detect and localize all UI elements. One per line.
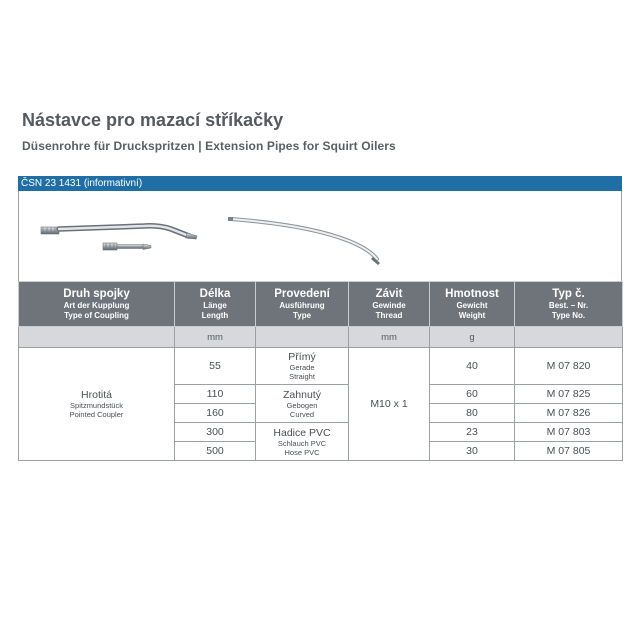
unit-length: mm <box>175 327 256 348</box>
curved-nozzle-image <box>41 226 197 239</box>
type-cell-hose: Hadice PVC Schlauch PVC Hose PVC <box>256 423 349 461</box>
table-row <box>19 348 623 385</box>
weight-cell: 80 <box>430 404 515 423</box>
page-subtitle: Düsenrohre für Druckspritzen | Extension Pipes for Squirt Oilers <box>22 139 396 153</box>
straight-nozzle-image <box>103 243 151 250</box>
unit-weight: g <box>430 327 515 348</box>
type-no-cell: M 07 805 <box>515 442 623 461</box>
standard-bar: ČSN 23 1431 (informativní) <box>18 176 622 191</box>
unit-thread: mm <box>349 327 430 348</box>
length-cell: 500 <box>175 442 256 461</box>
header-thread: Závit Gewinde Thread <box>349 282 430 327</box>
type-no-cell: M 07 825 <box>515 385 623 404</box>
weight-cell: 30 <box>430 442 515 461</box>
type-no-cell: M 07 826 <box>515 404 623 423</box>
header-type-no: Typ č. Best. – Nr. Type No. <box>515 282 623 327</box>
product-image-area <box>18 191 622 281</box>
spec-table <box>18 281 623 461</box>
weight-cell: 23 <box>430 423 515 442</box>
length-cell: 110 <box>175 385 256 404</box>
length-cell: 55 <box>175 348 256 385</box>
coupling-cell: Hrotitá Spitzmundstück Pointed Coupler <box>19 348 175 461</box>
units-row <box>19 327 623 348</box>
product-illustration <box>19 191 623 281</box>
length-cell: 300 <box>175 423 256 442</box>
thread-cell: M10 x 1 <box>349 348 430 461</box>
length-cell: 160 <box>175 404 256 423</box>
type-cell-curved: Zahnutý Gebogen Curved <box>256 385 349 423</box>
type-no-cell: M 07 820 <box>515 348 623 385</box>
type-cell-straight: Přímý Gerade Straight <box>256 348 349 385</box>
table-header-row <box>19 282 623 327</box>
weight-cell: 60 <box>430 385 515 404</box>
page-title: Nástavce pro mazací stříkačky <box>22 110 284 130</box>
header-coupling: Druh spojky Art der Kupplung Type of Coupling <box>19 282 175 327</box>
header-type: Provedení Ausführung Type <box>256 282 349 327</box>
header-weight: Hmotnost Gewicht Weight <box>430 282 515 327</box>
weight-cell: 40 <box>430 348 515 385</box>
header-length: Délka Länge Length <box>175 282 256 327</box>
pvc-hose-image <box>228 217 380 265</box>
type-no-cell: M 07 803 <box>515 423 623 442</box>
